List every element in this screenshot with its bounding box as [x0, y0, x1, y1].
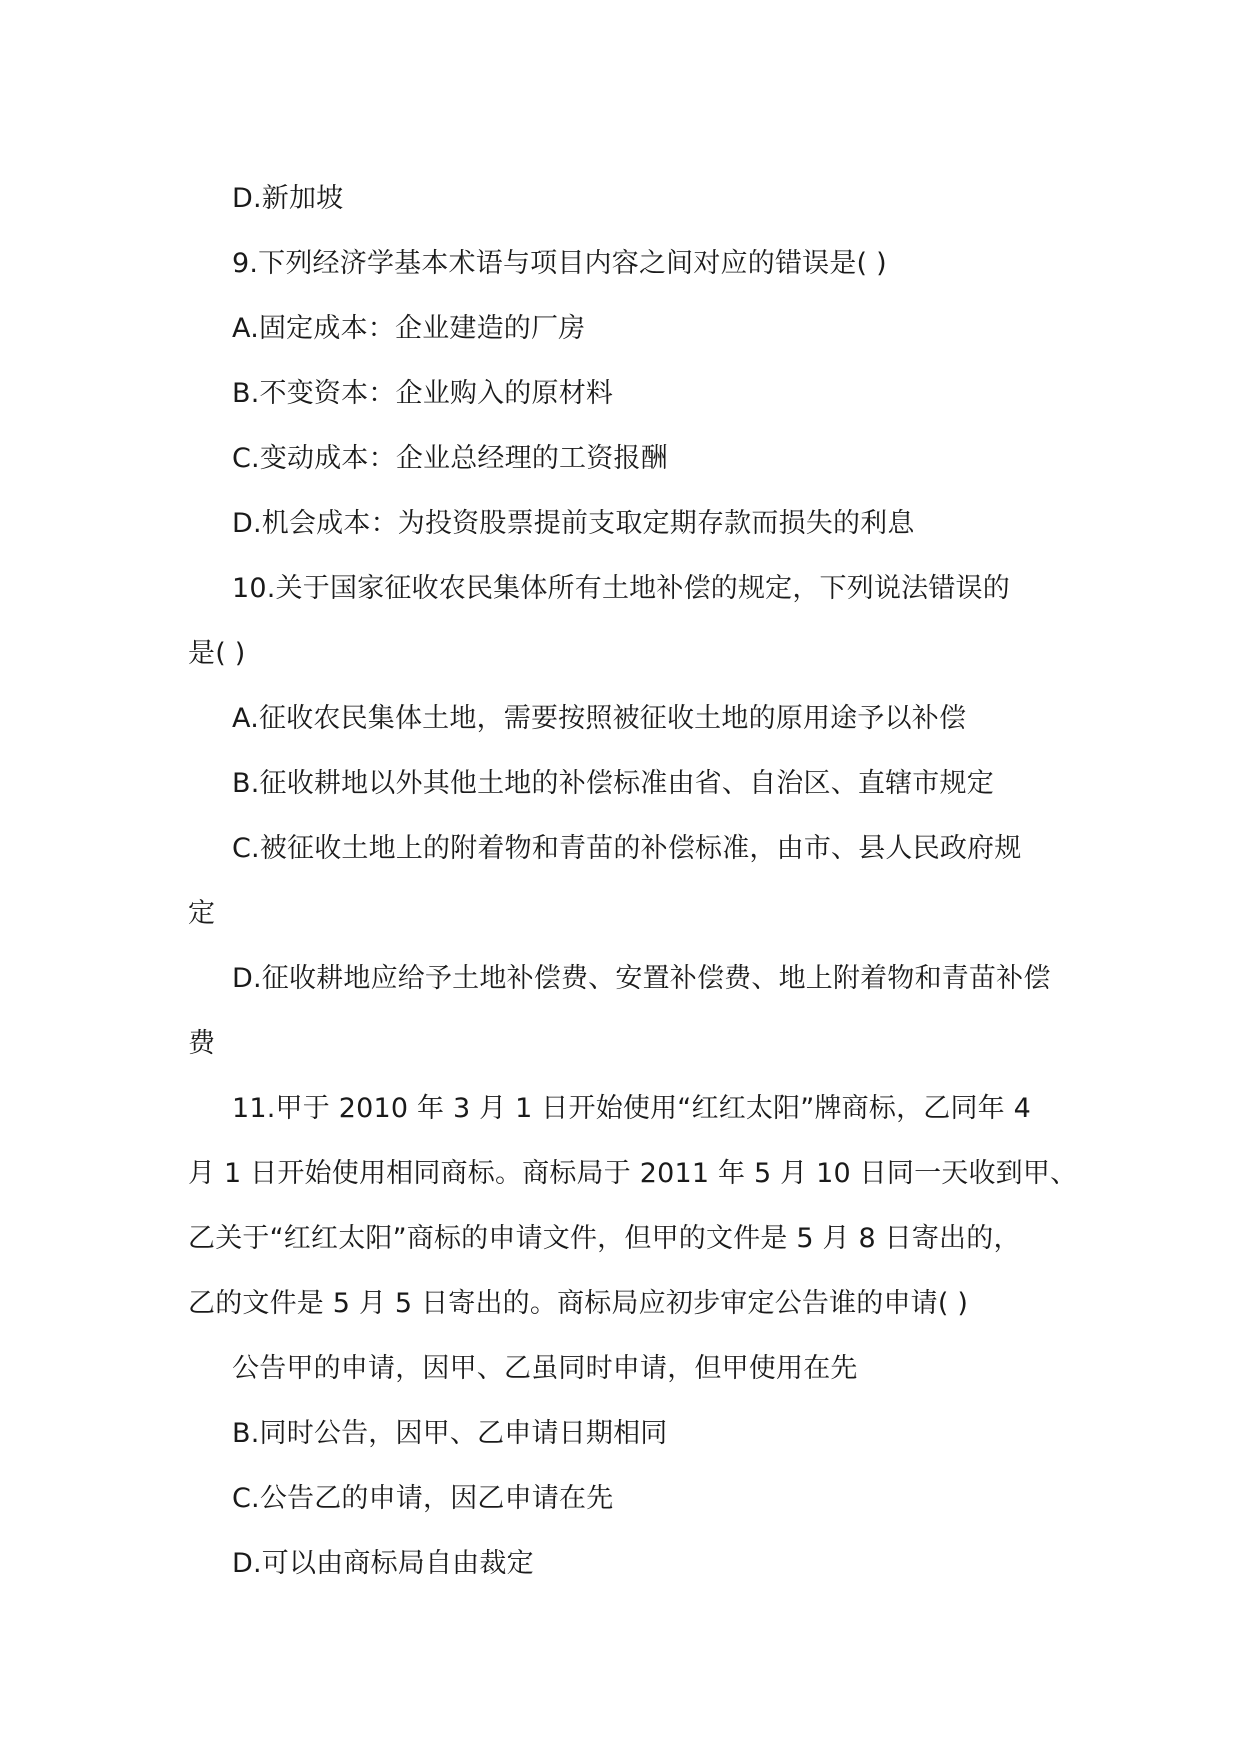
question-continuation-line: 是( ) [188, 638, 246, 669]
option-line: B.同时公告，因甲、乙申请日期相同 [232, 1418, 668, 1449]
option-line: D.机会成本：为投资股票提前支取定期存款而损失的利息 [232, 508, 915, 539]
question-continuation-line: 乙关于“红红太阳”商标的申请文件，但甲的文件是 5 月 8 日寄出的， [188, 1223, 1021, 1254]
option-continuation-line: 费 [188, 1028, 216, 1059]
option-line: A.征收农民集体土地，需要按照被征收土地的原用途予以补偿 [232, 703, 967, 734]
option-line: C.公告乙的申请，因乙申请在先 [232, 1483, 614, 1514]
option-line: C.被征收土地上的附着物和青苗的补偿标准，由市、县人民政府规 [232, 833, 1022, 864]
question-continuation-line: 乙的文件是 5 月 5 日寄出的。商标局应初步审定公告谁的申请( ) [188, 1288, 969, 1319]
option-line: D.新加坡 [232, 183, 344, 214]
question-line: 11.甲于 2010 年 3 月 1 日开始使用“红红太阳”牌商标，乙同年 4 [232, 1093, 1032, 1124]
option-line: D.可以由商标局自由裁定 [232, 1548, 534, 1579]
option-line: 公告甲的申请，因甲、乙虽同时申请，但甲使用在先 [232, 1353, 858, 1384]
option-line: A.固定成本：企业建造的厂房 [232, 313, 586, 344]
option-line: C.变动成本：企业总经理的工资报酬 [232, 443, 668, 474]
question-line: 9.下列经济学基本术语与项目内容之间对应的错误是( ) [232, 248, 887, 279]
option-line: B.征收耕地以外其他土地的补偿标准由省、自治区、直辖市规定 [232, 768, 994, 799]
option-line: D.征收耕地应给予土地补偿费、安置补偿费、地上附着物和青苗补偿 [232, 963, 1051, 994]
document-body [188, 166, 1078, 1596]
question-line: 10.关于国家征收农民集体所有土地补偿的规定，下列说法错误的 [232, 573, 1010, 604]
option-line: B.不变资本：企业购入的原材料 [232, 378, 614, 409]
question-continuation-line: 月 1 日开始使用相同商标。商标局于 2011 年 5 月 10 日同一天收到甲、 [188, 1158, 1078, 1189]
option-continuation-line: 定 [188, 898, 216, 929]
